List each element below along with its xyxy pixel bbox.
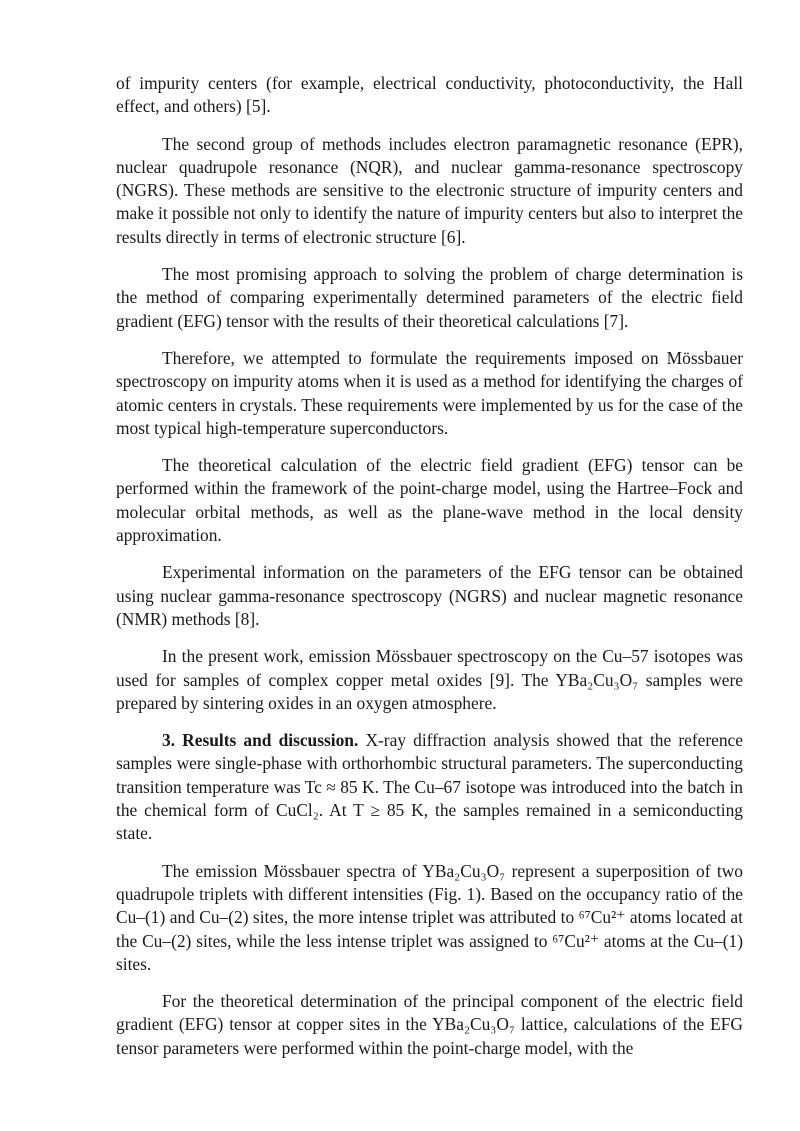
paragraph-continued	[116, 72, 743, 119]
paragraph-theoretical-calculation	[116, 454, 743, 547]
paragraph-promising-approach	[116, 263, 743, 333]
paragraph-efg-calculation	[116, 990, 743, 1060]
paragraph-text: For the theoretical determination of the principal component of the electric field gradient (EFG) tensor at copper sites in the YBa₂Cu₃O₇ lattice, calculations of the EFG tensor parameters were performed within the point-charge model, with the	[116, 991, 743, 1058]
paragraph-second-group-methods	[116, 133, 743, 249]
paragraph-text: In the present work, emission Mössbauer spectroscopy on the Cu–57 isotopes was used for samples of complex copper metal oxides [9]. The YBa₂Cu₃O₇ samples were prepared by sintering oxides in an oxygen atmosphere.	[116, 646, 743, 713]
paragraph-text: The second group of methods includes electron paramagnetic resonance (EPR), nuclear quadrupole resonance (NQR), and nuclear gamma-resonance spectroscopy (NGRS). These methods are sensitive to the electronic structure of impurity centers and make it possible not only to identify the nature of impurity centers but also to interpret the results directly in terms of electronic structure [6].	[116, 133, 743, 247]
paragraph-text: The most promising approach to solving the problem of charge determination is the method of comparing experimentally determined parameters of the electric field gradient (EFG) tensor with the results of their theoretical calculations [7].	[116, 264, 743, 331]
paragraph-text: Therefore, we attempted to formulate the requirements imposed on Mössbauer spectroscopy on impurity atoms when it is used as a method for identifying the charges of atomic centers in crystals. These requirements were implemented by us for the case of the most typical high-temperature superconductors.	[116, 347, 743, 438]
paragraph-text: The emission Mössbauer spectra of YBa₂Cu₃O₇ represent a superposition of two quadrupole triplets with different intensities (Fig. 1). Based on the occupancy ratio of the Cu–(1) and Cu–(2) sites, the more intense triplet was attributed to ⁶⁷Cu²⁺ atoms located at the Cu–(2) sites, while the less intense triplet was assigned to ⁶⁷Cu²⁺ atoms at the Cu–(1) sites.	[116, 860, 743, 974]
paragraph-requirements	[116, 347, 743, 440]
section-heading: 3. Results and discussion.	[162, 730, 359, 751]
paragraph-text: Experimental information on the parameters of the EFG tensor can be obtained using nuclear gamma-resonance spectroscopy (NGRS) and nuclear magnetic resonance (NMR) methods [8].	[116, 562, 743, 629]
paragraph-text: X-ray diffraction analysis showed that the reference samples were single-phase with orthorhombic structural parameters. The superconducting transition temperature was Tc ≈ 85 K. The Cu–67 isotope was introduced into the batch in the chemical form of CuCl₂. At T ≥ 85 K, the samples remained in a semiconducting state.	[116, 730, 743, 844]
paragraph-emission-spectra	[116, 860, 743, 976]
paragraph-text: of impurity centers (for example, electrical conductivity, photoconductivity, the Hall effect, and others) [5].	[116, 73, 743, 117]
paragraph-results-discussion	[116, 729, 743, 845]
document-page	[116, 72, 743, 1074]
paragraph-experimental-information	[116, 561, 743, 631]
paragraph-present-work	[116, 645, 743, 715]
paragraph-text: The theoretical calculation of the electric field gradient (EFG) tensor can be performed within the framework of the point-charge model, using the Hartree–Fock and molecular orbital methods, as well as the plane-wave method in the local density approximation.	[116, 455, 743, 546]
